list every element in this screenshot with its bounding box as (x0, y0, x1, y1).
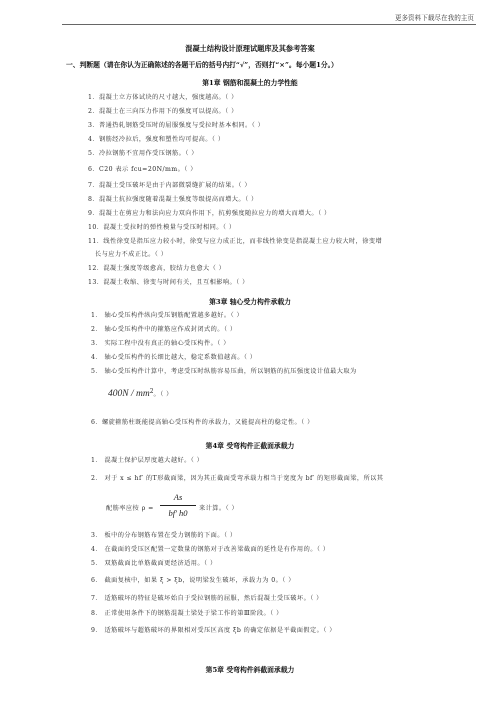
list-item: 8．混凝土抗拉强度随着混凝土强度等级提高而增大。（ ） (88, 196, 258, 203)
list-item: 1． 轴心受压构件纵向受压钢筋配置越多越好。（ ） (91, 312, 244, 319)
list-item: 6．C20 表示 fcu=20N/mm。（ ） (88, 166, 197, 173)
list-item: 5． 双筋截面比单筋截面更经济适用。（ ） (91, 560, 217, 567)
formula-suffix: 来计算。（ ） (199, 505, 239, 512)
chapter-1-heading: 第1章 钢筋和混凝土的力学性能 (202, 79, 298, 87)
fraction-bar (160, 505, 196, 506)
list-item: 4． 轴心受压构件的长细比越大，稳定系数值越高。（ ） (91, 354, 257, 361)
list-item: 4． 在截面的受压区配置一定数量的钢筋对于改善梁截面的延性是有作用的。（ ） (91, 546, 330, 553)
formula-value: 400N / mm (108, 389, 150, 400)
list-item: 5． 轴心受压构件计算中，考虑受压时纵筋容易压曲，所以钢筋的抗压强度设计值最大取为 (91, 368, 357, 375)
list-item: 6． 截面复核中，如果 ξ > ξb，说明梁发生破坏，承载力为 0。（ ） (91, 577, 295, 584)
fraction-numerator: As (173, 492, 183, 502)
formula-tail: 。（ ） (153, 391, 173, 399)
header-rule (62, 24, 476, 25)
chapter-4-heading: 第4章 受弯构件正截面承载力 (205, 442, 295, 450)
list-item: 10．混凝土受拉时的弹性模量与受压时相同。（ ） (88, 224, 236, 231)
chapter-5-heading: 第5章 受弯构件斜截面承载力 (205, 666, 295, 674)
document-title: 混凝土结构设计原理试题库及其参考答案 (185, 44, 315, 53)
list-item-continuation: 长与应力不成正比。（ ） (95, 251, 168, 258)
section-instructions: 一、判断题（请在你认为正确陈述的各题干后的括号内打“√”，否则打“×”。每小题1分。） (66, 61, 338, 69)
list-item: 7． 适筋破坏的特征是破坏始自于受拉钢筋的屈服，然后混凝土受压破坏。（ ） (91, 595, 323, 602)
list-item: 4．钢筋经冷拉后，强度和塑性均可提高。（ ） (88, 136, 225, 143)
list-item: 8． 正常使用条件下的钢筋混凝土梁处于梁工作的第Ⅲ阶段。（ ） (91, 610, 283, 617)
formula-line (108, 389, 173, 400)
list-item: 2． 对于 x ≤ hf′ 的T形截面梁，因为其正截面受弯承载力相当于宽度为 bf′ 的矩形截面梁，所以其 (91, 475, 384, 482)
list-item: 11．线性徐变是指压应力较小时，徐变与应力成正比，而非线性徐变是指混凝土应力较大时，徐变增 (88, 238, 383, 245)
chapter-3-heading: 第3章 轴心受力构件承载力 (209, 298, 291, 306)
list-item: 2．混凝土在三向压力作用下的强度可以提高。（ ） (88, 108, 238, 115)
list-item: 3．普通热轧钢筋受压时的屈服强度与受拉时基本相同。（ ） (88, 122, 265, 129)
list-item: 7．混凝土受压破坏是由于内部微裂缝扩展的结果。（ ） (88, 182, 252, 189)
list-item: 9．混凝土在剪应力和法向应力双向作用下，抗剪强度随拉应力的增大而增大。（ ） (88, 210, 331, 217)
list-item: 12．混凝土强度等级愈高，胶结力也愈大（ ） (88, 265, 226, 272)
fraction-denominator: bf′ h0 (168, 508, 188, 518)
list-item: 1． 混凝土保护层厚度越大越好。（ ） (91, 457, 204, 464)
formula-superscript: 2 (149, 388, 154, 395)
formula-prefix: 配筋率应按 ρ = (106, 505, 154, 512)
list-item: 13．混凝土收缩、徐变与时间有关，且互相影响。（ ） (88, 279, 249, 286)
list-item: 3． 板中的分布钢筋布置在受力钢筋的下面。（ ） (91, 532, 237, 539)
list-item: 6．螺旋箍筋柱既能提高轴心受压构件的承载力，又能提高柱的稳定性。（ ） (91, 419, 314, 426)
list-item: 1．混凝土立方体试块的尺寸越大，强度越高。（ ） (88, 94, 238, 101)
list-item: 3． 实际工程中没有真正的轴心受压构件。（ ） (91, 340, 230, 347)
list-item: 2． 轴心受压构件中的箍筋应作成封闭式的。（ ） (91, 326, 237, 333)
list-item: 9． 适筋破坏与超筋破坏的界限相对受压区高度 ξb 的确定依据是平截面假定。（ ） (91, 627, 336, 634)
list-item: 5．冷拉钢筋不宜用作受压钢筋。（ ） (88, 150, 198, 157)
header-text: 更多资料下载尽在我的主页 (394, 14, 474, 22)
